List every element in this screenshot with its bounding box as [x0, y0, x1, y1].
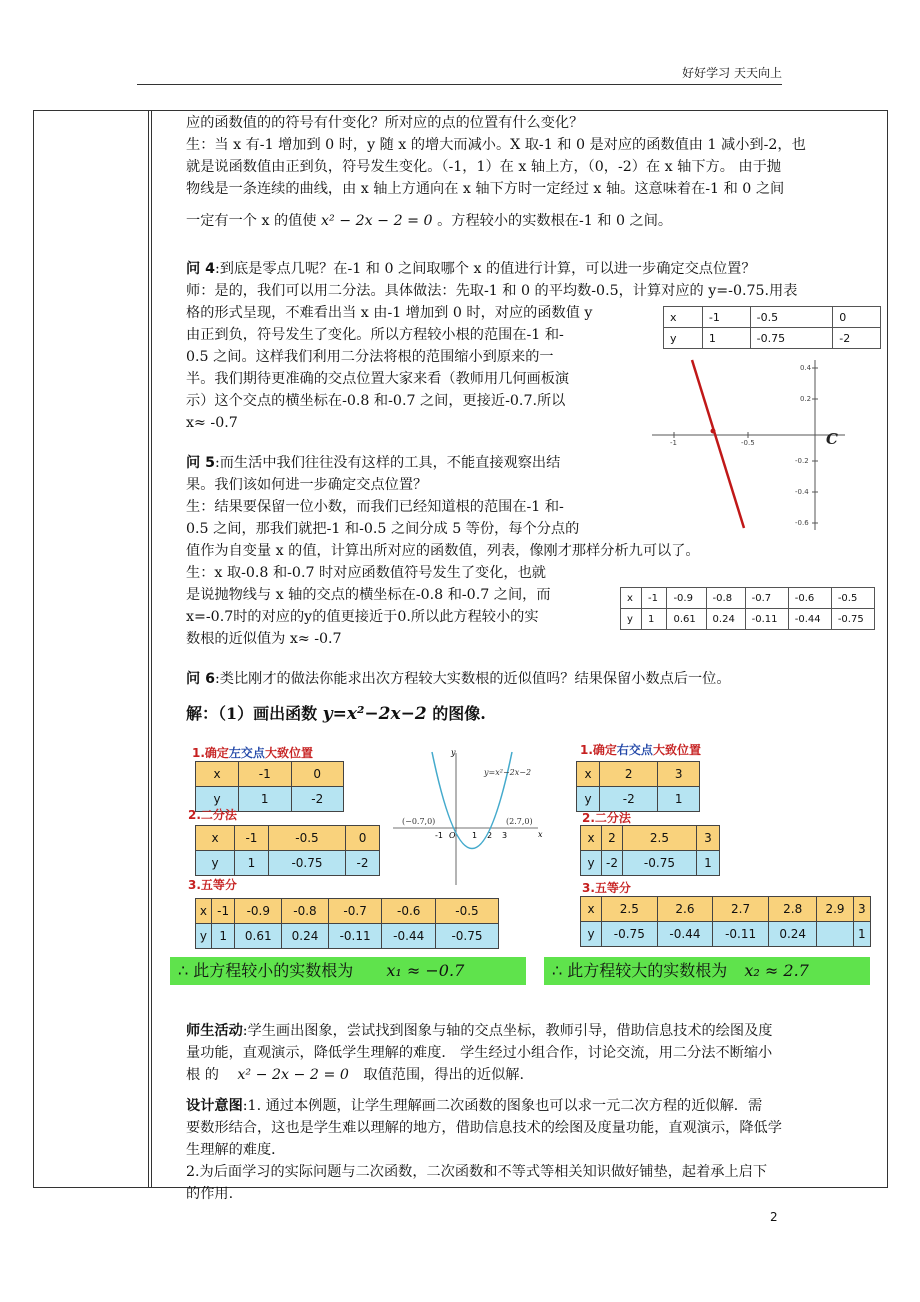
table-cell: 0.24: [706, 609, 745, 630]
text-line: [186, 210, 880, 232]
text-span: 根 的: [186, 1067, 219, 1083]
text-line: x≈ -0.7: [186, 415, 238, 431]
x-tick-label: -1: [670, 439, 677, 447]
table-cell: x: [581, 826, 602, 851]
table-cell: x: [581, 897, 602, 922]
question-5-top: [186, 452, 646, 540]
table-cell: 3: [853, 897, 870, 922]
table-cell: -0.8: [706, 588, 745, 609]
right-root-label: (2.7,0): [506, 817, 533, 826]
table-cell: y: [196, 924, 212, 949]
table-cell: -0.5: [436, 899, 499, 924]
table-cell: -0.75: [602, 922, 658, 947]
table-cell: y: [196, 787, 239, 812]
point-label: C: [826, 430, 838, 448]
text-line: 的作用.: [186, 1186, 234, 1202]
table-cell: -2: [602, 851, 623, 876]
table-cell: 2.6: [657, 897, 713, 922]
function-expr: y=x²−2x−2: [322, 704, 427, 724]
table-cell: 0: [291, 762, 344, 787]
table-cell: -0.11: [328, 924, 382, 949]
table-cell: 2: [602, 826, 623, 851]
text-span: :学生画出图象，尝试找到图象与轴的交点坐标，教师引导，借助信息技术的绘图及度: [242, 1023, 773, 1039]
table-cell: -1: [641, 588, 666, 609]
zoomed-graph: [650, 355, 850, 535]
table-cell: -0.44: [382, 924, 436, 949]
table-cell: -2: [291, 787, 344, 812]
table-cell: -0.5: [750, 307, 833, 328]
right-step-2-label: 2.二分法: [582, 811, 631, 825]
tick-label: 1: [472, 831, 478, 840]
table-cell: -0.11: [713, 922, 769, 947]
y-tick-label: 0.4: [800, 364, 812, 372]
text-line: 0.5 之间，那我们就把-1 和-0.5 之间分成 5 等份，每个分点的: [186, 521, 580, 537]
text-span: 的图像.: [432, 704, 486, 723]
text-span: :到底是零点几呢？在-1 和 0 之间取哪个 x 的值进行计算，可以进一步确定交点位置？: [215, 261, 756, 277]
curve-segment: [692, 360, 744, 528]
table-cell: 1: [235, 851, 269, 876]
table-cell: 1: [211, 924, 235, 949]
table-cell: x: [621, 588, 642, 609]
header-slogan: 好好学习 天天向上: [682, 66, 782, 80]
table-cell: 1: [696, 851, 719, 876]
answer-value: x₁ ≈ −0.7: [386, 961, 465, 980]
table-cell: y: [664, 328, 703, 349]
section-label: 师生活动: [186, 1023, 243, 1039]
left-step-2-label: 2.二分法: [188, 808, 237, 822]
right-step-1-label: 1.确定右交点大致位置: [580, 743, 701, 757]
table-cell: -0.11: [745, 609, 788, 630]
text-line: 半。我们期待更准确的交点位置大家来看（教师用几何画板演: [186, 371, 570, 387]
answer-large-root: [544, 957, 870, 985]
tick-label: 3: [502, 831, 508, 840]
tick-label: -1: [435, 831, 443, 840]
table-cell: 2.5: [623, 826, 697, 851]
text-line: 值作为自变量 x 的值，计算出所对应的函数值，列表，像刚才那样分析九可以了。: [186, 543, 700, 559]
table-cell: y: [196, 851, 235, 876]
text-line: 就是说函数值由正到负，符号发生变化。（-1，1）在 x 轴上方，（0，-2）在 x 轴下方。 由于抛: [186, 159, 781, 175]
table-cell: -0.9: [667, 588, 706, 609]
text-line: 是说抛物线与 x 轴的交点的横坐标在-0.8 和-0.7 之间，而: [186, 587, 551, 603]
table-cell: 2.8: [768, 897, 817, 922]
table-cell: -0.5: [268, 826, 345, 851]
table-cell: 1: [239, 787, 292, 812]
question-5-mid: [186, 540, 880, 562]
table-cell: x: [577, 762, 600, 787]
text-line: 由正到负，符号发生了变化。所以方程较小根的范围在-1 和-: [186, 327, 564, 343]
value-table-2: [620, 587, 875, 630]
table-cell: 2.9: [817, 897, 853, 922]
text-line: 生：结果要保留一位小数，而我们已经知道根的范围在-1 和-: [186, 499, 564, 515]
left-root-label: (−0.7,0): [402, 817, 436, 826]
text-line: x=-0.7时的对应的y的值更接近于0.所以此方程较小的实: [186, 609, 539, 625]
answer-text: ∴ 此方程较大的实数根为: [552, 961, 728, 980]
table-cell: x: [196, 762, 239, 787]
y-axis-label: y: [451, 748, 456, 757]
left-table-3: [195, 898, 499, 949]
table-cell: 0: [346, 826, 380, 851]
table-cell: y: [577, 787, 600, 812]
table-cell: 0.24: [768, 922, 817, 947]
text-line: 量功能，直观演示，降低学生理解的难度． 学生经过小组合作，讨论交流，用二分法不断缩小: [186, 1045, 773, 1061]
table-cell: -1: [702, 307, 750, 328]
table-cell: 2.7: [713, 897, 769, 922]
table-cell: 3: [696, 826, 719, 851]
table-cell: 0.61: [235, 924, 282, 949]
table-cell: -0.44: [788, 609, 831, 630]
answer-text: ∴ 此方程较小的实数根为: [178, 961, 354, 980]
table-cell: -0.6: [788, 588, 831, 609]
table-cell: x: [196, 899, 212, 924]
table-cell: y: [581, 922, 602, 947]
table-cell: -0.5: [831, 588, 874, 609]
text-span: 取值范围，得出的近似解.: [363, 1067, 524, 1083]
y-tick-label: -0.4: [795, 488, 809, 496]
table-cell: 0.61: [667, 609, 706, 630]
right-table-3: [580, 896, 871, 947]
column-divider: [148, 110, 149, 1188]
right-table-1: [576, 761, 700, 812]
intersection-point: [711, 429, 716, 434]
text-span: :类比刚才的做法你能求出次方程较大实数根的近似值吗？结果保留小数点后一位。: [215, 671, 731, 687]
question-4-body: [186, 302, 656, 434]
y-tick-label: -0.6: [795, 519, 809, 527]
table-cell: -2: [346, 851, 380, 876]
table-cell: 0.24: [282, 924, 329, 949]
text-line: 要数形结合，这也是学生难以理解的地方，借助信息技术的绘图及度量功能，直观演示，降低学: [186, 1120, 782, 1136]
table-cell: 1: [702, 328, 750, 349]
text-span: :1. 通过本例题，让学生理解画二次函数的图象也可以求一元二次方程的近似解．需: [242, 1098, 763, 1114]
y-tick-label: 0.2: [800, 395, 812, 403]
table-cell: -0.8: [282, 899, 329, 924]
table-cell: 1: [658, 787, 700, 812]
paragraph-1: [186, 112, 880, 232]
origin-label: O: [449, 831, 456, 840]
text-line: 生：x 取-0.8 和-0.7 时对应函数值符号发生了变化，也就: [186, 565, 546, 581]
text-line: 应的函数值的的符号有什变化？所对应的点的位置有什么变化？: [186, 115, 584, 131]
table-cell: x: [196, 826, 235, 851]
right-table-2: [580, 825, 720, 876]
table-cell: -1: [235, 826, 269, 851]
table-cell: 1: [641, 609, 666, 630]
text-span: 解：（1）画出函数: [186, 704, 318, 723]
table-cell: -1: [239, 762, 292, 787]
table-cell: -2: [833, 328, 881, 349]
table-cell: y: [581, 851, 602, 876]
text-line: 数根的近似值为 x≈ -0.7: [186, 631, 342, 647]
text-line: 师：是的，我们可以用二分法。具体做法：先取-1 和 0 的平均数-0.5，计算对应的 y=-0.75.用表: [186, 283, 798, 299]
text-span: 。方程较小的实数根在-1 和 0 之间。: [437, 213, 673, 229]
equation: x² − 2x − 2 = 0: [321, 213, 433, 229]
table-cell: -0.7: [745, 588, 788, 609]
table-cell: x: [664, 307, 703, 328]
function-label: y=x²−2x−2: [484, 768, 532, 777]
table-cell: -0.75: [831, 609, 874, 630]
table-cell: -0.75: [436, 924, 499, 949]
left-table-1: [195, 761, 344, 812]
text-line: [186, 1064, 880, 1086]
right-step-3-label: 3.五等分: [582, 881, 631, 895]
design-intent: [186, 1095, 880, 1205]
teacher-student-activity: [186, 1020, 880, 1086]
table-cell: y: [621, 609, 642, 630]
table-cell: -1: [211, 899, 235, 924]
table-cell: -0.75: [268, 851, 345, 876]
table-cell: -0.75: [623, 851, 697, 876]
parabola-graph: [388, 745, 548, 890]
equation: x² − 2x − 2 = 0: [237, 1067, 349, 1083]
page-header: [137, 66, 782, 85]
text-span: 一定有一个 x 的值使: [186, 213, 317, 229]
question-5-bottom: [186, 562, 611, 650]
section-label: 设计意图: [186, 1098, 243, 1114]
tick-label: 2: [487, 831, 493, 840]
value-table-1: [663, 306, 881, 349]
text-line: 果。我们该如何进一步确定交点位置？: [186, 477, 428, 493]
table-cell: 0: [833, 307, 881, 328]
table-cell: -0.9: [235, 899, 282, 924]
table-cell: -0.75: [750, 328, 833, 349]
left-step-1-label: 1.确定左交点大致位置: [192, 746, 313, 760]
text-span: :而生活中我们往往没有这样的工具，不能直接观察出结: [215, 455, 561, 471]
text-line: 示）这个交点的横坐标在-0.8 和-0.7 之间，更接近-0.7.所以: [186, 393, 566, 409]
table-cell: -0.7: [328, 899, 382, 924]
answer-value: x₂ ≈ 2.7: [744, 961, 809, 980]
text-line: 生：当 x 有-1 增加到 0 时，y 随 x 的增大而减小。X 取-1 和 0 是对应的函数值由 1 减小到-2，也: [186, 137, 806, 153]
table-cell: -2: [600, 787, 658, 812]
text-line: 格的形式呈现，不难看出当 x 由-1 增加到 0 时，对应的函数值 y: [186, 305, 593, 321]
page-number: 2: [770, 1210, 778, 1224]
text-line: 2.为后面学习的实际问题与二次函数，二次函数和不等式等相关知识做好铺垫，起着承上启下: [186, 1164, 768, 1180]
question-label: 问 5: [186, 455, 215, 471]
table-cell: -0.44: [657, 922, 713, 947]
table-cell: 2: [600, 762, 658, 787]
text-line: 物线是一条连续的曲线，由 x 轴上方通向在 x 轴下方时一定经过 x 轴。这意味着在-1 和 0 之间: [186, 181, 785, 197]
left-table-2: [195, 825, 380, 876]
column-divider-inner: [151, 110, 152, 1188]
table-cell: 1: [853, 922, 870, 947]
answer-small-root: [170, 957, 526, 985]
x-tick-label: -0.5: [741, 439, 755, 447]
solution-heading: [186, 700, 486, 728]
text-line: 生理解的难度．: [186, 1142, 286, 1158]
table-cell: -0.6: [382, 899, 436, 924]
left-step-3-label: 3.五等分: [188, 878, 237, 892]
question-6: [186, 668, 880, 690]
x-axis-label: x: [538, 830, 543, 839]
table-cell: 2.5: [602, 897, 658, 922]
question-4-intro: [186, 258, 880, 302]
question-label: 问 4: [186, 261, 215, 277]
question-label: 问 6: [186, 671, 215, 687]
table-cell: [817, 922, 853, 947]
y-tick-label: -0.2: [795, 457, 809, 465]
table-cell: 3: [658, 762, 700, 787]
text-line: 0.5 之间。这样我们利用二分法将根的范围缩小到原来的一: [186, 349, 554, 365]
